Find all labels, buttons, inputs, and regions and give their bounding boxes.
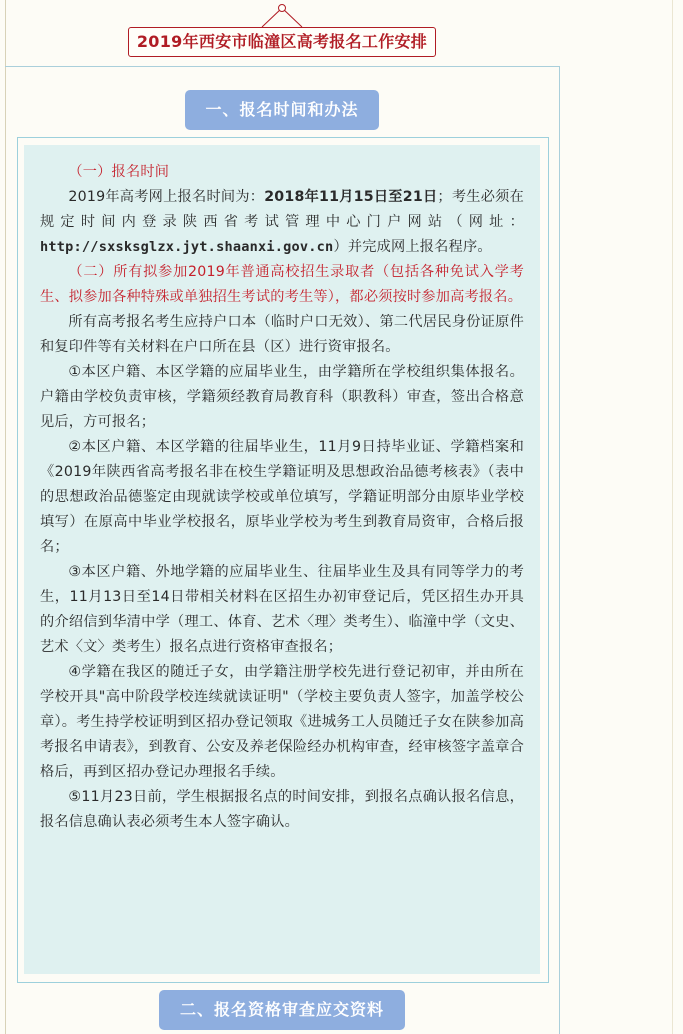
paragraph-item-2: ②本区户籍、本区学籍的往届毕业生，11月9日持毕业证、学籍档案和《2019年陕西省高考报名非在校生学籍证明及思想政治品德考核表》（表中的思想政治品德鉴定由现就读学校或单位填写，学籍证明部分由原毕业学校填写）在原高中毕业学校报名，原毕业学校为考生到教育局资审，合格后报名； xyxy=(40,439,524,555)
text-fragment: 2019年高考网上报名时间为： xyxy=(68,189,265,205)
subheading-registration-time: （一）报名时间 xyxy=(68,164,170,180)
paragraph-item-4: ④学籍在我区的随迁子女，由学籍注册学校先进行登记初审，并由所在学校开具"高中阶段学校连续就读证明"（学校主要负责人签字，加盖学校公章）。考生持学校证明到区招办登记领取《进城务工人员随迁子女在陕参加高考报名申请表》，到教育、公安及养老保险经办机构审查，经审核签字盖章合格后，再到区招办登记办理报名手续。 xyxy=(40,664,524,780)
section-heading-registration-time: 一、报名时间和办法 xyxy=(185,90,379,130)
paragraph-required-documents: 所有高考报名考生应持户口本（临时户口无效）、第二代居民身份证原件和复印件等有关材料在户口所在县（区）进行资审报名。 xyxy=(40,314,524,355)
article-body xyxy=(40,160,524,835)
right-divider xyxy=(672,0,673,1034)
text-fragment: ；考生必须在规定时间内登录陕西省考试管理中心门户网站（网址： xyxy=(40,189,525,230)
portal-link[interactable]: http://sxsksglzx.jyt.shaanxi.gov.cn xyxy=(40,239,334,255)
section-heading-eligibility-review: 二、报名资格审查应交资料 xyxy=(159,990,405,1030)
paragraph-item-5: ⑤11月23日前，学生根据报名点的时间安排，到报名点确认报名信息，报名信息确认表必须考生本人签字确认。 xyxy=(40,789,524,830)
page-title: 2019年西安市临潼区高考报名工作安排 xyxy=(128,27,436,57)
header-divider xyxy=(5,66,560,67)
paragraph-item-3: ③本区户籍、外地学籍的应届毕业生、往届毕业生及具有同等学力的考生，11月13日至14日带相关材料在区招生办初审登记后，凭区招生办开具的介绍信到华清中学（理工、体育、艺术〈理〉类考生）、临潼中学（文史、艺术〈文〉类考生）报名点进行资格审查报名； xyxy=(40,564,524,655)
paragraph-online-registration xyxy=(40,185,524,260)
subheading-all-candidates: （二）所有拟参加2019年普通高校招生录取者（包括各种免试入学考生、拟参加各种特殊或单独招生考试的考生等），都必须按时参加高考报名。 xyxy=(40,264,524,305)
text-fragment: ）并完成网上报名程序。 xyxy=(333,239,492,255)
paragraph-item-1: ①本区户籍、本区学籍的应届毕业生，由学籍所在学校组织集体报名。户籍由学校负责审核，学籍须经教育局教育科（职教科）审查，签出合格意见后，方可报名； xyxy=(40,364,524,430)
left-divider xyxy=(5,0,6,1034)
title-hanger-icon xyxy=(260,0,304,28)
content-right-divider xyxy=(559,66,560,1034)
registration-dates: 2018年11月15日至21日 xyxy=(264,189,438,205)
